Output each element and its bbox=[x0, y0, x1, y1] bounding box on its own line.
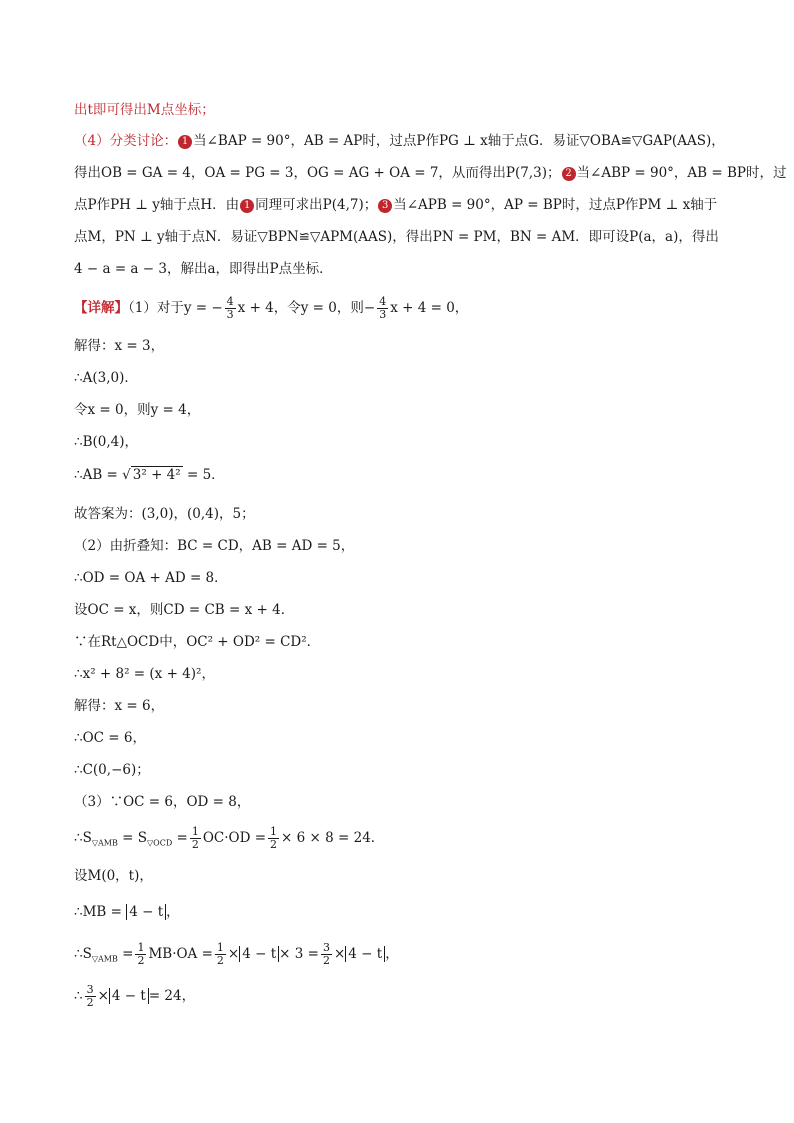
radicand: 3² + 4² bbox=[132, 467, 181, 483]
text: x + 4 = 0， bbox=[390, 300, 469, 316]
text-line-26 bbox=[74, 942, 734, 970]
text: = 5． bbox=[186, 467, 225, 483]
text: 4 − a = a − 3，解出a，即得出P点坐标． bbox=[74, 261, 333, 277]
text: OC·OD = bbox=[202, 830, 267, 846]
text-line-19 bbox=[74, 696, 734, 716]
text-line-10 bbox=[74, 400, 734, 420]
text: 当∠APB = 90°，AP = BP时，过点P作PM ⊥ x轴于 bbox=[393, 197, 718, 213]
text-line-11 bbox=[74, 432, 734, 452]
text: × bbox=[333, 946, 346, 962]
text: × bbox=[97, 988, 109, 1004]
text-line-18 bbox=[74, 664, 734, 684]
text: × 3 = bbox=[279, 946, 319, 962]
text: ∴ bbox=[74, 988, 83, 1004]
text: ∴B(0,4)， bbox=[74, 434, 139, 450]
text-line-12: ∴AB = √ 3² + 4² = 5． bbox=[74, 467, 225, 483]
text-line-5 bbox=[74, 227, 734, 247]
text-line-16 bbox=[74, 600, 734, 620]
text: 故答案为：(3,0)，(0,4)，5； bbox=[74, 506, 255, 522]
text: ， bbox=[166, 904, 180, 920]
text: 设OC = x，则CD = CB = x + 4． bbox=[74, 602, 295, 618]
text-line-8 bbox=[74, 336, 734, 356]
text: 当∠BAP = 90°，AB = AP时，过点P作PG ⊥ x轴于点G．易证▽OBA≌▽GAP(AAS)， bbox=[193, 133, 725, 149]
text: ， bbox=[385, 946, 399, 962]
text: 解得：x = 6， bbox=[74, 698, 165, 714]
text-line-4 bbox=[74, 195, 734, 215]
text-line-20 bbox=[74, 728, 734, 748]
subscript: ▽AMB bbox=[91, 838, 118, 848]
text-line-7 bbox=[74, 296, 734, 321]
text-line-24 bbox=[74, 866, 734, 886]
text-line-2 bbox=[74, 131, 734, 151]
text-line-25 bbox=[74, 902, 734, 922]
text: ∴MB = bbox=[74, 904, 122, 920]
circled-number: 1 bbox=[240, 199, 254, 213]
text: 当∠ABP = 90°，AB = BP时，过 bbox=[576, 165, 787, 181]
text: （3）∵OC = 6，OD = 8， bbox=[74, 794, 251, 810]
text: 出t即可得出M点坐标； bbox=[74, 102, 215, 118]
absolute-value: 4 − t bbox=[345, 946, 385, 962]
fraction: $\frac{3}{2}$ bbox=[86, 983, 94, 1009]
text-line-9 bbox=[74, 368, 734, 388]
text: × bbox=[227, 946, 240, 962]
subscript: ▽OCD bbox=[147, 838, 173, 848]
circled-number: 2 bbox=[562, 167, 576, 181]
text: ∴OD = OA + AD = 8． bbox=[74, 570, 228, 586]
text-line-21 bbox=[74, 760, 734, 780]
text: ∴AB = bbox=[74, 467, 118, 483]
text: = bbox=[122, 946, 134, 962]
text: 解得：x = 3， bbox=[74, 338, 165, 354]
fraction: $\frac{4}{3}$ bbox=[226, 295, 234, 321]
text: 令x = 0，则y = 4， bbox=[74, 402, 201, 418]
absolute-value: 4 − t bbox=[109, 988, 149, 1004]
text: ∴C(0,−6)； bbox=[74, 762, 150, 778]
fraction: $\frac{1}{2}$ bbox=[270, 825, 278, 851]
text: × 6 × 8 = 24． bbox=[281, 830, 385, 846]
text-line-22 bbox=[74, 792, 734, 812]
text: = 24， bbox=[148, 988, 196, 1004]
text: ∴OC = 6， bbox=[74, 730, 146, 746]
text: = S bbox=[122, 830, 147, 846]
text: ∴S bbox=[74, 946, 92, 962]
text: （1）对于y = − bbox=[128, 300, 223, 316]
text: ∵在Rt△OCD中，OC² + OD² = CD²． bbox=[74, 634, 321, 650]
text-line-23 bbox=[74, 826, 734, 854]
text: 点M，PN ⊥ y轴于点N．易证▽BPN≌▽APM(AAS)，得出PN = PM，BN = AM．即可设P(a，a)，得出 bbox=[74, 229, 719, 245]
circled-number: 3 bbox=[378, 199, 392, 213]
text: 点P作PH ⊥ y轴于点H．由 bbox=[74, 197, 240, 213]
text-line-3 bbox=[74, 163, 787, 183]
circled-number: 1 bbox=[178, 135, 192, 149]
text-line-1 bbox=[74, 100, 734, 120]
text: （2）由折叠知：BC = CD，AB = AD = 5， bbox=[74, 538, 355, 554]
text: 得出OB = GA = 4，OA = PG = 3，OG = AG + OA = 7，从而得出P(7,3)； bbox=[74, 165, 561, 181]
text: x + 4，令y = 0，则− bbox=[237, 300, 376, 316]
text: 同理可求出P(4,7)； bbox=[255, 197, 378, 213]
text: 设M(0，t)， bbox=[74, 868, 153, 884]
fraction: $\frac{1}{2}$ bbox=[216, 941, 224, 967]
text-line-13 bbox=[74, 504, 734, 524]
text: ∴S bbox=[74, 830, 92, 846]
text-line-17 bbox=[74, 632, 734, 652]
text-line-6 bbox=[74, 259, 734, 279]
fraction: $\frac{3}{2}$ bbox=[322, 941, 330, 967]
section-heading: 【详解】 bbox=[74, 300, 128, 316]
text: = bbox=[176, 830, 188, 846]
text-line-27 bbox=[74, 984, 734, 1009]
fraction: $\frac{1}{2}$ bbox=[137, 941, 145, 967]
subscript: ▽AMB bbox=[91, 954, 118, 964]
text: ∴x² + 8² = (x + 4)²， bbox=[74, 666, 215, 682]
fraction: $\frac{1}{2}$ bbox=[191, 825, 199, 851]
text: ∴A(3,0)． bbox=[74, 370, 138, 386]
text: （4）分类讨论： bbox=[74, 133, 178, 149]
text-line-15 bbox=[74, 568, 734, 588]
text-line-14 bbox=[74, 536, 734, 556]
absolute-value: 4 − t bbox=[239, 946, 279, 962]
text: MB·OA = bbox=[148, 946, 213, 962]
absolute-value: 4 − t bbox=[126, 904, 166, 920]
fraction: $\frac{4}{3}$ bbox=[379, 295, 387, 321]
